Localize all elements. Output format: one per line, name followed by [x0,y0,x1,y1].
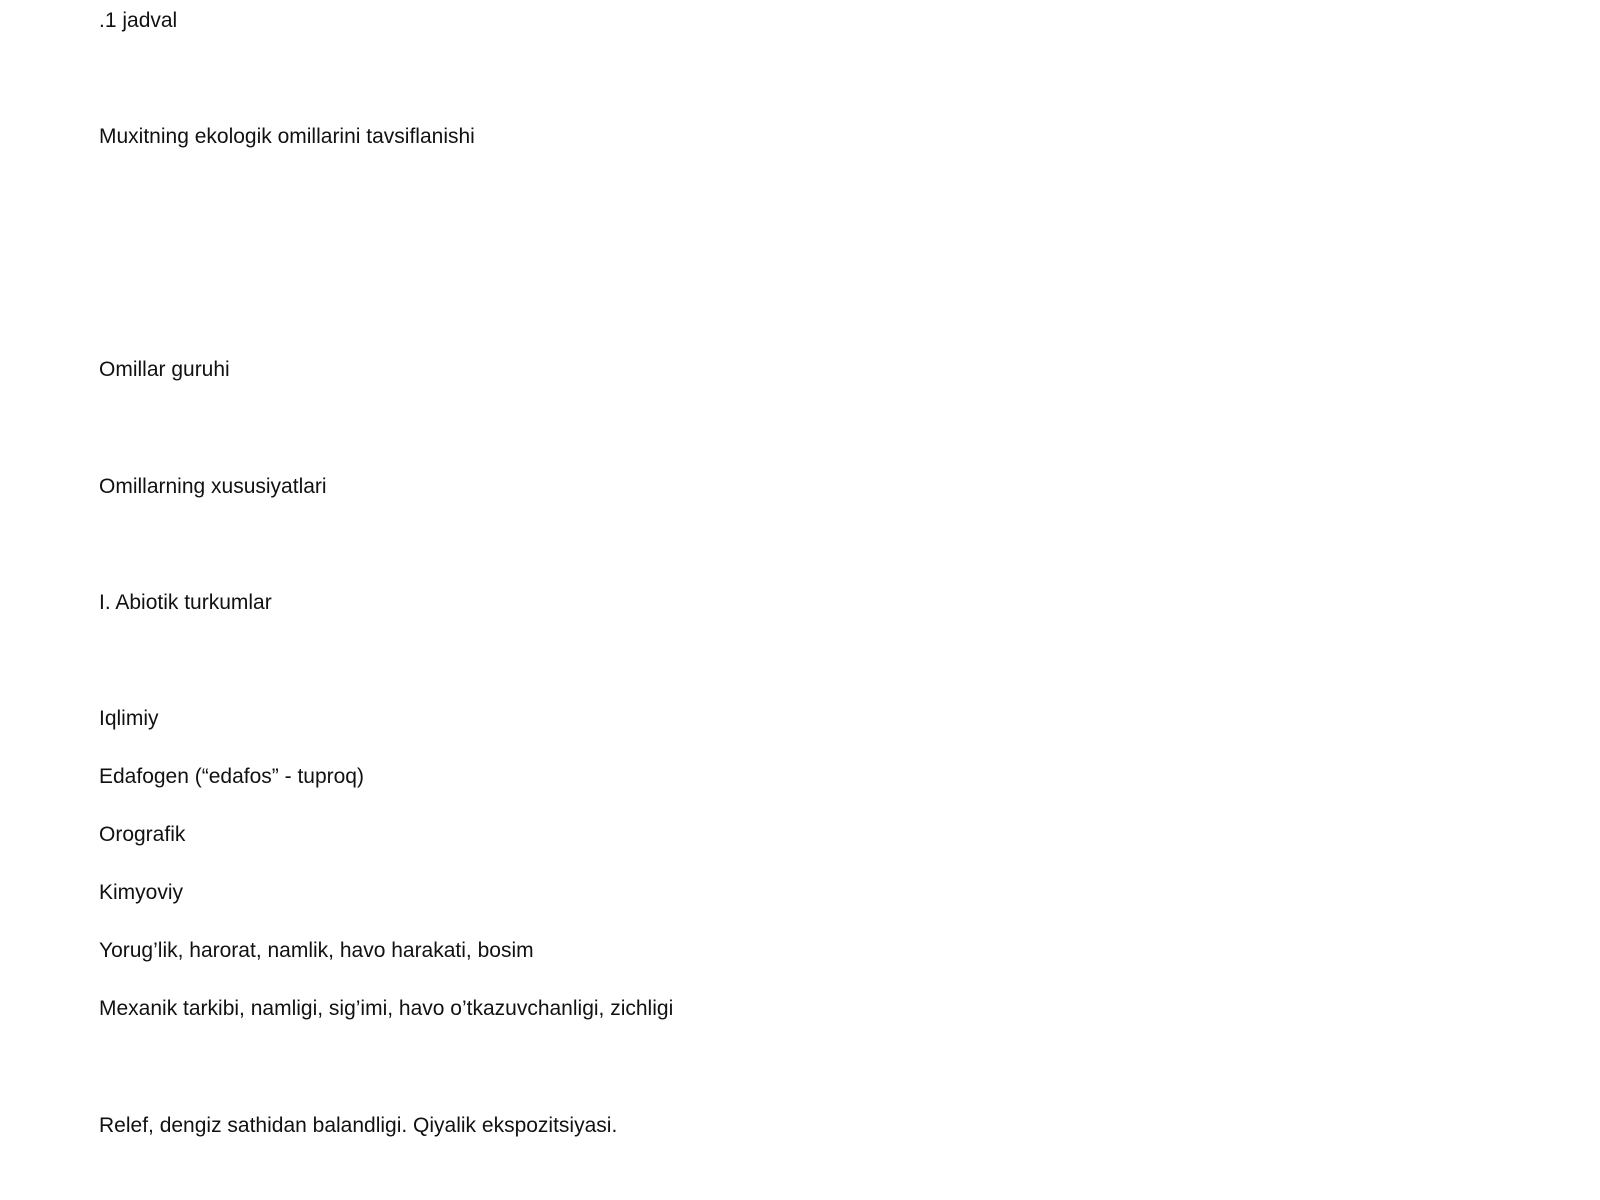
group-edaphic: Edafogen (“edafos” - tuproq) [99,765,364,788]
group-orographic: Orografik [99,823,186,846]
group-climatic: Iqlimiy [99,707,159,730]
properties-orographic: Relef, dengiz sathidan balandligi. Qiyalik ekspozitsiyasi. [99,1114,618,1137]
header-factor-properties: Omillarning xususiyatlari [99,475,327,498]
table-title: Muxitning ekologik omillarini tavsiflanishi [99,125,475,148]
group-chemical: Kimyoviy [99,881,184,904]
table-number: .1 jadval [99,9,178,32]
properties-climatic: Yorug’lik, harorat, namlik, havo harakati, bosim [99,939,534,962]
section-abiotic: I. Abiotik turkumlar [99,591,272,614]
properties-edaphic: Mexanik tarkibi, namligi, sig’imi, havo o’tkazuvchanligi, zichligi [99,997,674,1020]
header-factor-group: Omillar guruhi [99,358,230,381]
